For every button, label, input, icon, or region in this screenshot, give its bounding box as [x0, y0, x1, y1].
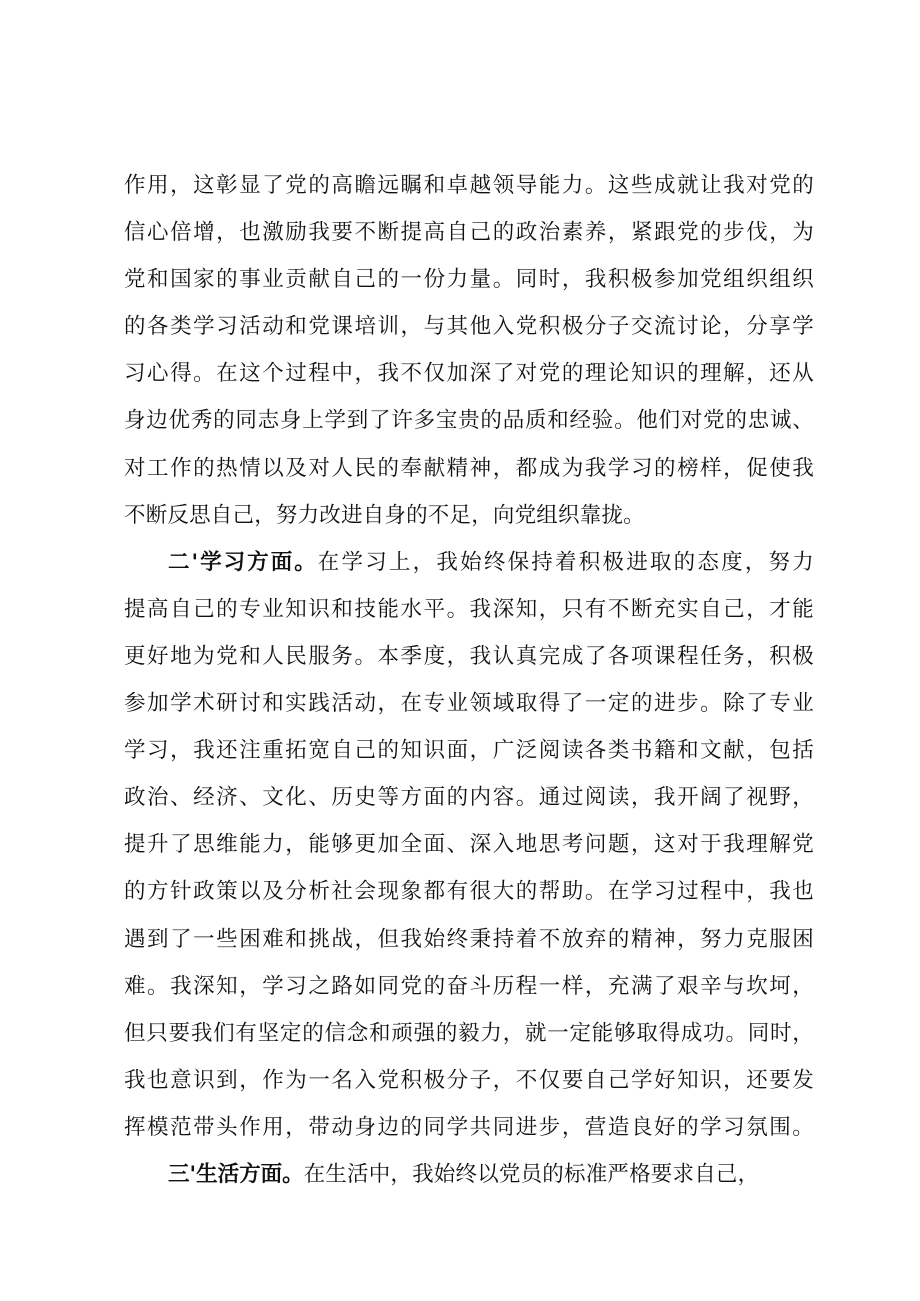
paragraph-line: 的方针政策以及分析社会现象都有很大的帮助。在学习过程中，我也 [124, 879, 814, 905]
paragraph-line: 难。我深知，学习之路如同党的奋斗历程一样，充满了艰辛与坎坷， [124, 973, 814, 999]
paragraph-line: 身边优秀的同志身上学到了许多宝贵的品质和经验。他们对党的忠诚、 [124, 408, 814, 434]
paragraph-1 [124, 162, 814, 539]
paragraph-line: 但只要我们有坚定的信念和顽强的毅力，就一定能够取得成功。同时， [124, 1020, 814, 1046]
paragraph-line: 信心倍增，也激励我要不断提高自己的政治素养，紧跟党的步伐，为 [124, 220, 814, 246]
paragraph-line: 提升了思维能力，能够更加全面、深入地思考问题，这对于我理解党 [124, 832, 814, 858]
paragraph-line: 我也意识到，作为一名入党积极分子，不仅要自己学好知识，还要发 [124, 1067, 814, 1093]
paragraph-line: 学习，我还注重拓宽自己的知识面，广泛阅读各类书籍和文献，包括 [124, 738, 814, 764]
section-heading-study: 二'学习方面。 [168, 549, 318, 575]
paragraph-line: 的各类学习活动和党课培训，与其他入党积极分子交流讨论，分享学 [124, 314, 814, 340]
paragraph-line: 不断反思自己，努力改进自身的不足，向党组织靠拢。 [124, 502, 645, 528]
paragraph-line: 政治、经济、文化、历史等方面的内容。通过阅读，我开阔了视野， [124, 785, 814, 811]
paragraph-line: 挥模范带头作用，带动身边的同学共同进步，营造良好的学习氛围。 [124, 1114, 814, 1140]
section-first-line-text: 在学习上，我始终保持着积极进取的态度，努力 [317, 549, 814, 575]
section-first-line [124, 1151, 814, 1198]
paragraph-line: 参加学术研讨和实践活动，在专业领域取得了一定的进步。除了专业 [124, 691, 814, 717]
paragraph-line: 党和国家的事业贡献自己的一份力量。同时，我积极参加党组织组织 [124, 267, 814, 293]
paragraph-line: 作用，这彰显了党的高瞻远瞩和卓越领导能力。这些成就让我对党的 [124, 173, 814, 198]
section-heading-life: 三'生活方面。 [168, 1161, 304, 1187]
section-first-line-text: 在生活中，我始终以党员的标准严格要求自己， [303, 1161, 760, 1187]
paragraph-line: 遇到了一些困难和挑战，但我始终秉持着不放弃的精神，努力克服困 [124, 926, 814, 952]
paragraph-line: 习心得。在这个过程中，我不仅加深了对党的理论知识的理解，还从 [124, 361, 814, 387]
paragraph-line: 更好地为党和人民服务。本季度，我认真完成了各项课程任务，积极 [124, 643, 814, 669]
paragraph-line: 对工作的热情以及对人民的奉献精神，都成为我学习的榜样，促使我 [124, 455, 814, 481]
section-first-line [124, 539, 814, 586]
section-study [124, 539, 814, 1151]
section-life [124, 1151, 814, 1198]
document-body [124, 162, 814, 1198]
paragraph-line: 提高自己的专业知识和技能水平。我深知，只有不断充实自己，才能 [124, 596, 814, 622]
